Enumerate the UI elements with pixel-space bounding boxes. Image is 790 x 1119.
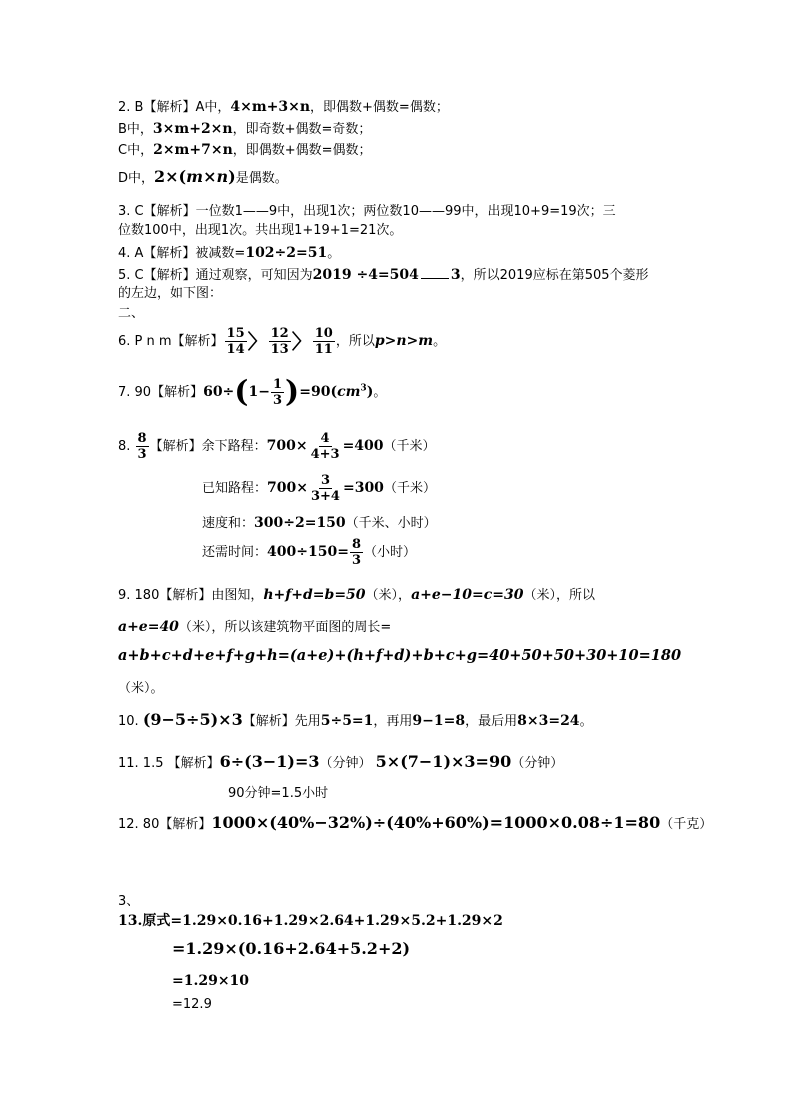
q2-a-math: 4×m+3×n: [230, 99, 311, 115]
q10-math-3: 9−1=8: [412, 713, 466, 729]
q13-math-1: 1.29×0.16+1.29×2.64+1.29×5.2+1.29×2: [182, 913, 503, 929]
q8-l4-unit: （小时）: [363, 545, 416, 560]
q2-a-suffix: ，即偶数+偶数=偶数；: [310, 100, 449, 115]
section-2-heading: 二、: [118, 306, 145, 321]
q10-prefix: 10.: [118, 714, 143, 729]
q5-line1: [118, 266, 649, 285]
q5-blank: [421, 278, 449, 279]
q5-prefix: 5. C【解析】通过观察，可知因为: [118, 268, 313, 283]
q2-b-prefix: B中，: [118, 122, 153, 137]
q6-line: 6. P n m【解析】 $\frac{15}{14}$ 〉 $\frac{12}{13}$ 〉 $\frac{10}{11}$ ，所以p>n>m。: [118, 326, 447, 357]
q2-line-b: [118, 120, 371, 139]
q9-math-4: a+b+c+d+e+f+g+h=(a+e)+(h+f+d)+b+c+g=40+50+50+30+10=180: [118, 647, 682, 664]
q8-l1-result: =400: [342, 438, 384, 454]
q9-unit-1: （米），: [365, 588, 412, 603]
q7-fraction: $\frac{1}{3}$: [272, 377, 283, 408]
q11-prefix: 11. 1.5 【解析】: [118, 756, 220, 771]
q2-line-d: [118, 168, 288, 188]
q13-line4: =12.9: [172, 997, 212, 1012]
q5-math-b: 3: [450, 267, 461, 283]
q2-c-suffix: ，即偶数+偶数=偶数；: [232, 143, 372, 158]
q7-prefix: 7. 90【解析】: [118, 385, 204, 400]
q10-line: [118, 711, 593, 731]
q7-math-2: 1−: [248, 384, 270, 400]
q4-line: [118, 244, 340, 263]
q2-b-suffix: ，即奇数+偶数=奇数；: [232, 122, 372, 137]
q2-line-c: [118, 141, 372, 160]
q7-math-3: =90(: [299, 384, 338, 400]
q6-prefix: 6. P n m【解析】: [118, 334, 224, 349]
q13-math-3: =1.29×10: [172, 973, 250, 989]
q8-line4: [202, 537, 416, 568]
q4-math: 102÷2=51: [245, 245, 328, 261]
q11-math-2: 5×(7−1)×3=90: [375, 752, 512, 771]
q5-suffix: ，所以2019应标在第505个菱形: [460, 268, 649, 283]
q6-fraction-1: $\frac{15}{14}$: [226, 326, 245, 357]
q8-l4-math: 400÷150=: [267, 544, 349, 560]
q13-line1: [118, 912, 503, 931]
q8-l1-math: 700×: [266, 438, 308, 454]
q8-line2: [202, 473, 436, 504]
q4-suffix: 。: [327, 246, 341, 261]
q13-line3: [172, 972, 249, 991]
q8-line3: [202, 514, 437, 533]
q2-d-prefix: D中，: [118, 171, 155, 186]
q6-math: p>n>m: [374, 333, 434, 349]
q8-answer-fraction: $\frac{8}{3}$: [137, 431, 147, 462]
q3-line1: 3. C【解析】一位数1——9中，出现1次；两位数10——99中，出现10+9=19次；三: [118, 204, 616, 219]
q9-math-1: h+f+d=b=50: [263, 587, 366, 603]
q8-l1-fraction: $\frac{4}{4+3}$: [310, 431, 340, 462]
q9-line4: （米）。: [118, 681, 164, 696]
q11-line1: [118, 753, 563, 773]
q2-c-prefix: C中，: [118, 143, 154, 158]
q8-prefix: 【解析】余下路程：: [149, 439, 267, 454]
q13-line2: [172, 940, 410, 960]
q12-unit: （千克）: [660, 817, 713, 832]
q10-math-1: (9−5÷5)×3: [142, 710, 243, 729]
q8-l3-unit: （千米、小时）: [345, 516, 437, 531]
q12-line: [118, 814, 712, 834]
q2-prefix: 2. B【解析】A中，: [118, 100, 231, 115]
q6-fraction-2: $\frac{12}{13}$: [270, 326, 289, 357]
q9-math-3: a+e=40: [118, 619, 179, 635]
q9-unit-3: （米），所以该建筑物平面图的周长=: [178, 620, 392, 635]
q12-prefix: 12. 80【解析】: [118, 817, 212, 832]
q12-math: 1000×(40%−32%)÷(40%+60%)=1000×0.08÷1=80: [211, 813, 661, 832]
q8-l2-math: 700×: [267, 480, 308, 496]
q9-math-2: a+e−10=c=30: [411, 587, 524, 603]
q10-math-4: 8×3=24: [517, 713, 580, 729]
q10-math-2: 5÷5=1: [320, 713, 374, 729]
q8-l2-prefix: 已知路程：: [202, 481, 268, 496]
q8-l3-math: 300÷2=150: [254, 515, 346, 531]
q8-l2-unit: （千米）: [383, 481, 436, 496]
q5-math-a: 2019 ÷4=504: [312, 267, 419, 283]
q8-l2-result: =300: [342, 480, 384, 496]
q7-math-1: 60÷: [203, 384, 235, 400]
q11-unit-2: （分钟）: [511, 756, 564, 771]
q11-math-1: 6÷(3−1)=3: [219, 752, 320, 771]
q7-unit: $cm^3$: [337, 383, 367, 400]
section-3-heading: 3、: [118, 894, 140, 909]
q7-line: 7. 90【解析】60÷(1− $\frac{1}{3}$ )$=90(cm^3)$。: [118, 374, 387, 410]
q6-mid: ，所以: [335, 334, 375, 349]
q8-l4-prefix: 还需时间：: [202, 545, 268, 560]
q6-suffix: 。: [433, 334, 447, 349]
q8-l1-unit: （千米）: [383, 439, 436, 454]
q2-d-suffix: 是偶数。: [235, 171, 288, 186]
q10-text-4: 。: [579, 714, 593, 729]
q2-c-math: 2×m+7×n: [153, 142, 233, 158]
q10-text-1: 【解析】先用: [242, 714, 321, 729]
q13-prefix: 13.原式=: [118, 913, 183, 929]
q11-unit-1: （分钟）: [319, 756, 376, 771]
q6-fraction-3: $\frac{10}{11}$: [314, 326, 333, 357]
q2-b-math: 3×m+2×n: [152, 121, 233, 137]
q9-unit-2: （米），所以: [523, 588, 595, 603]
q4-prefix: 4. A【解析】被减数=: [118, 246, 246, 261]
q2-d-math: 2×(m×n): [154, 167, 236, 186]
q8-l3-prefix: 速度和：: [202, 516, 255, 531]
q3-line2: 位数100中，出现1次。共出现1+19+1=21次。: [118, 223, 403, 238]
q7-suffix: 。: [373, 385, 387, 400]
q11-line2: 90分钟=1.5小时: [228, 786, 329, 801]
q9-line3: [118, 647, 681, 665]
q7-math-4: ): [366, 384, 374, 400]
q9-line2: [118, 618, 391, 637]
q9-prefix: 9. 180【解析】由图知，: [118, 588, 264, 603]
q8-line1: 8. $\frac{8}{3}$ 【解析】余下路程：700× $\frac{4}{4+3}$ =400（千米）: [118, 431, 436, 462]
q10-text-3: ，最后用: [465, 714, 518, 729]
q9-line1: [118, 586, 595, 605]
q2-line-a: [118, 98, 449, 117]
q10-text-2: ，再用: [373, 714, 413, 729]
q5-line2: 的左边，如下图：: [118, 286, 223, 301]
q8-l2-fraction: $\frac{3}{3+4}$: [310, 473, 340, 504]
q8-l4-fraction: $\frac{8}{3}$: [351, 537, 361, 568]
q13-math-2: =1.29×(0.16+2.64+5.2+2): [172, 939, 411, 958]
